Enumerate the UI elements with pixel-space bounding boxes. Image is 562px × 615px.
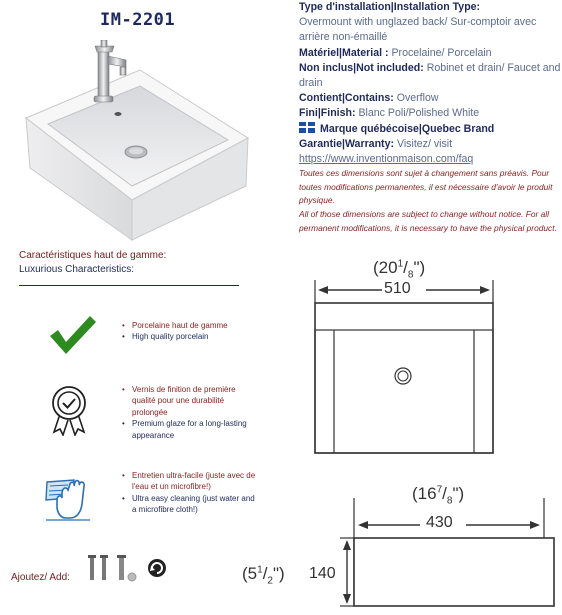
finish-value: Blanc Poli/Polished White (358, 107, 480, 120)
characteristics-title-en: Luxurious Characteristics: (19, 264, 135, 275)
drain-icon (86, 553, 110, 583)
feature-1-en: • High quality porcelain (122, 331, 257, 342)
contains-label: Contient|Contains: (299, 92, 394, 105)
quebec-flag-icon (299, 122, 315, 133)
feature-3-fr: • Entretien ultra-facile (juste avec de l'eau et un microfibre!) (122, 470, 257, 493)
height-inches: $(5^1/_2")$ (242, 564, 285, 587)
cleaning-cloth-icon (44, 474, 92, 524)
feature-1-fr: • Porcelaine haut de gamme (122, 320, 257, 331)
sink-image (22, 40, 254, 245)
characteristics-title (19, 249, 166, 277)
quality-badge-icon (49, 384, 89, 436)
pop-up-drain-icon (114, 553, 138, 583)
disclaimer-en: All of those dimensions are subject to change without notice. For all permanent modifications, it is necessary to have the physical product. (299, 209, 557, 233)
not-included-label: Non inclus|Not included: (299, 61, 424, 74)
top-width-inches: $(20^1/_8")$ (373, 258, 426, 281)
feature-2-en: • Premium glaze for a long-lasting appearance (122, 418, 257, 441)
installation-value: Overmount with unglazed back/ Sur-comptoir avec arrière non-émaillé (299, 16, 537, 44)
not-included-value: Robinet et drain/ Faucet and drain (299, 61, 561, 90)
feature-list-1 (122, 320, 257, 343)
addon-label: Ajoutez/ Add: (11, 572, 70, 583)
feature-list-2 (122, 384, 257, 441)
feature-2-fr: • Vernis de finition de première qualité pour une durabilité prolongée (122, 384, 257, 418)
depth-mm: 430 (426, 514, 453, 531)
feature-3-en: • Ultra easy cleaning (just water and a microfibre cloth!) (122, 493, 257, 516)
warranty-label: Garantie|Warranty: (299, 137, 394, 150)
disclaimer-fr: Toutes ces dimensions sont sujet à changement sans préavis. Pour toutes modifications permanentes, il est nécessaire d'avoir le produit physique. (299, 168, 553, 206)
contains-value: Overflow (396, 92, 439, 105)
depth-inches: $(16^7/_8")$ (412, 484, 465, 507)
warranty-value: Visitez/ visit (396, 137, 453, 150)
material-value: Procelaine/ Porcelain (391, 46, 492, 59)
height-mm: 140 (309, 565, 336, 582)
material-label: Matériel|Material : (299, 46, 389, 59)
top-width-mm: 510 (384, 280, 411, 297)
warranty-link[interactable]: https://www.inventionmaison.com/faq (299, 153, 474, 166)
characteristics-title-fr: Caractéristiques haut de gamme: (19, 250, 167, 261)
overflow-ring-icon (146, 557, 168, 579)
checkmark-icon (46, 312, 98, 356)
feature-list-3 (122, 470, 257, 516)
installation-label: Type d'installation|Installation Type: (299, 1, 481, 13)
spec-block (299, 0, 561, 235)
divider (19, 285, 239, 286)
brand-label: Marque québécoise|Quebec Brand (320, 122, 495, 135)
top-view-drawing (290, 250, 562, 465)
finish-label: Fini|Finish: (299, 107, 356, 120)
model-title: IM-2201 (100, 10, 176, 30)
